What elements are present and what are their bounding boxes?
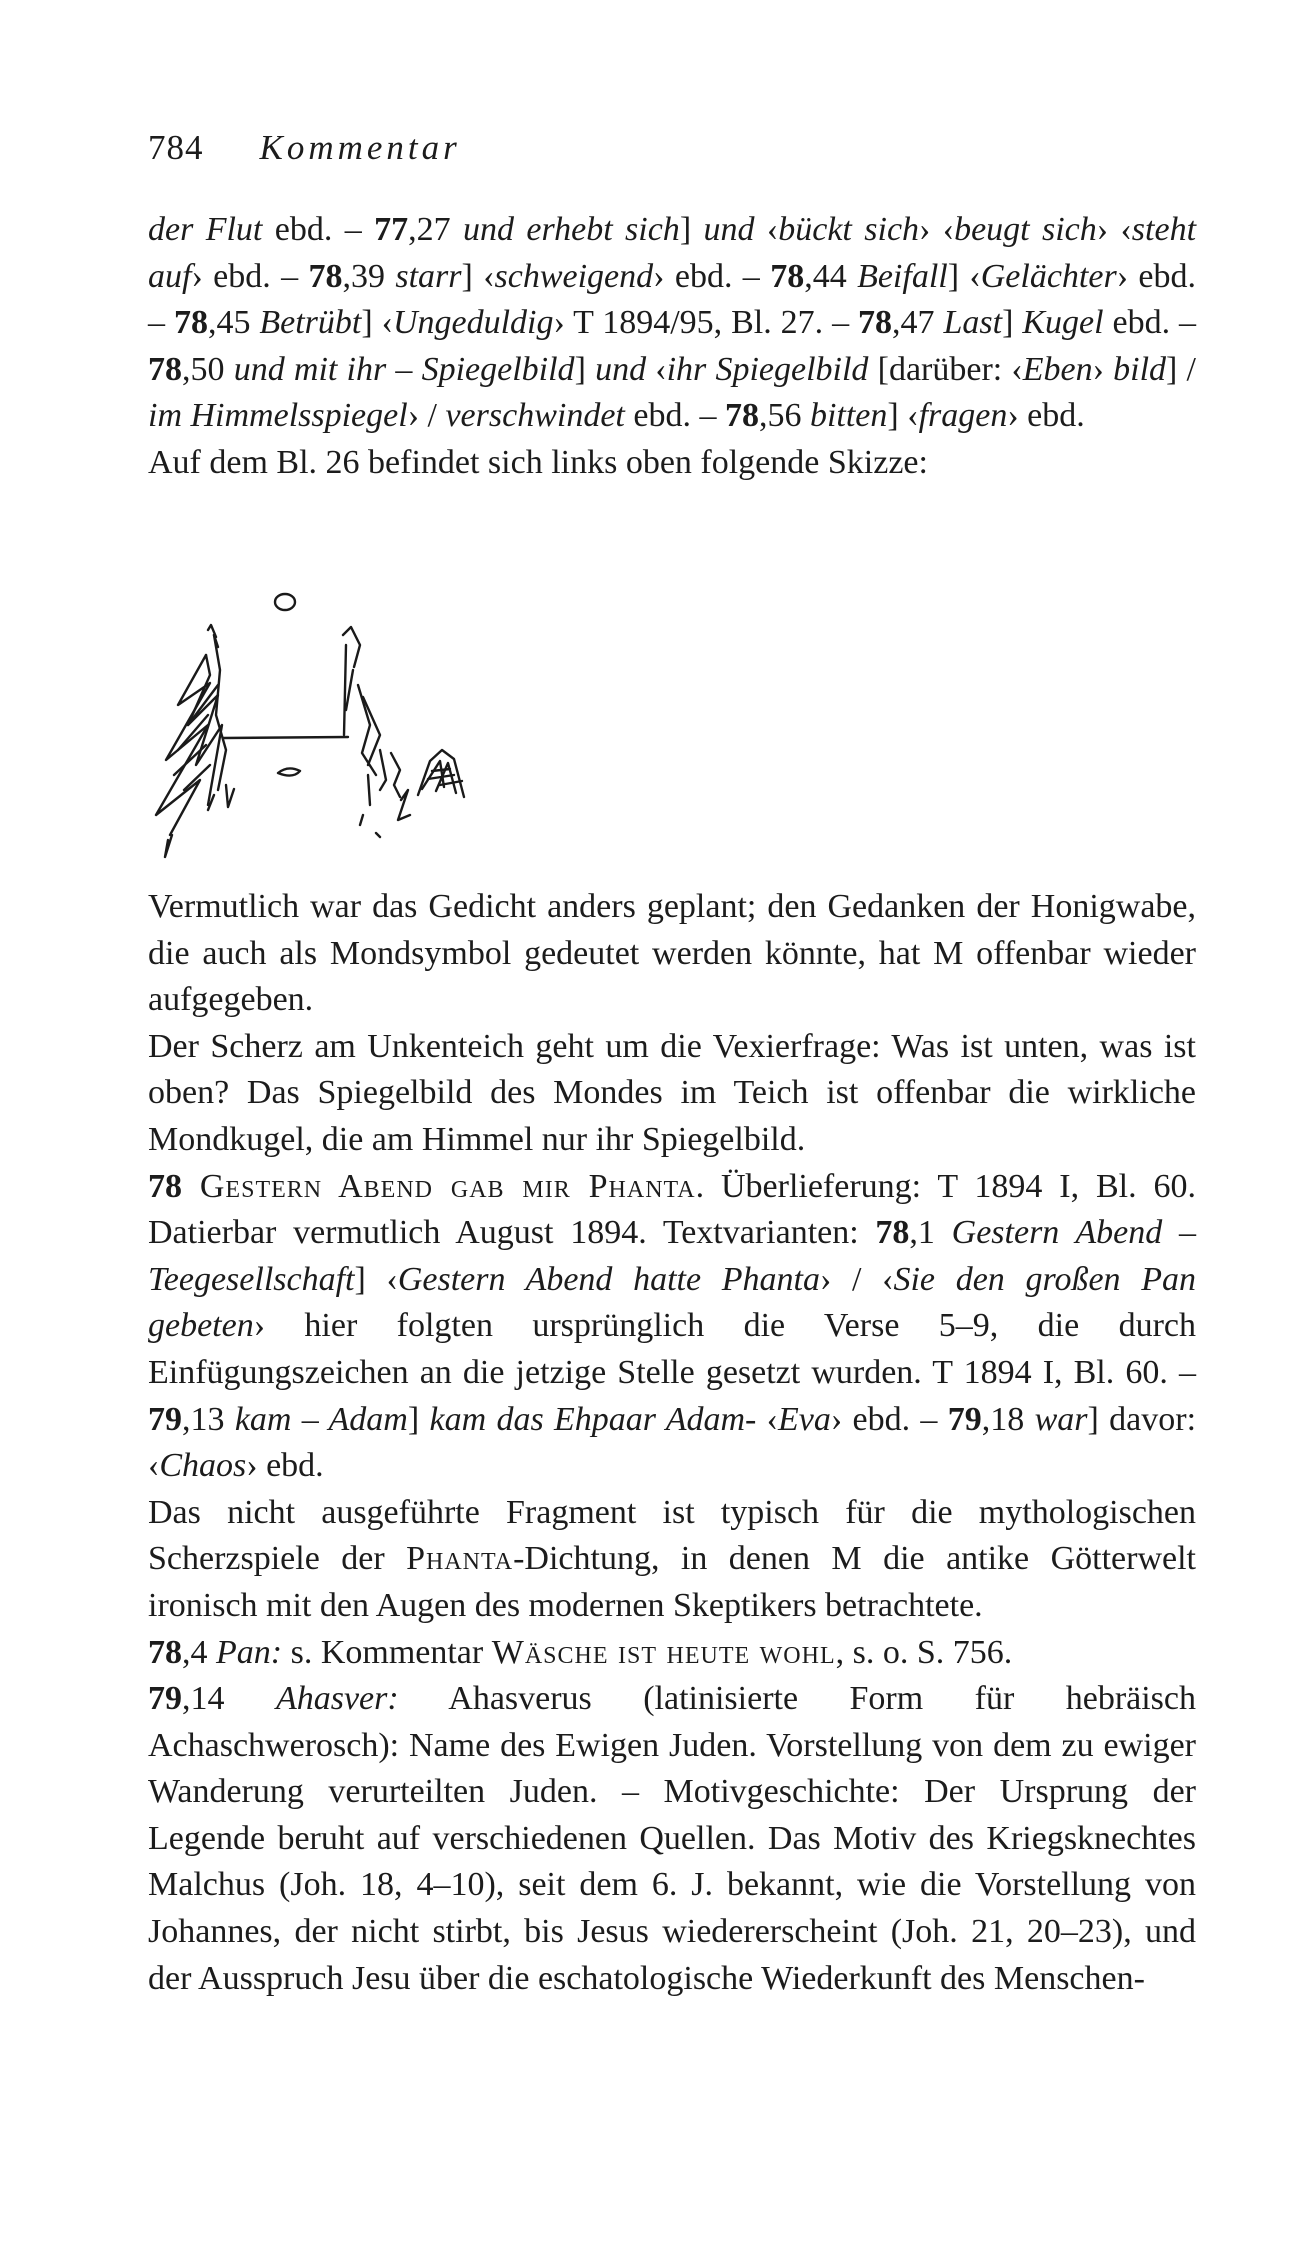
text-run: › /	[407, 397, 446, 435]
left-tree-drawing	[156, 625, 234, 857]
wiggle-strokes	[376, 753, 410, 837]
paragraph	[148, 1676, 1196, 2002]
text-run: › ‹	[1096, 211, 1132, 248]
text-run: › ebd. –	[653, 257, 771, 295]
horizon-line	[223, 737, 348, 738]
paragraph	[148, 884, 1196, 1024]
text-run: im Himmelsspiegel	[148, 397, 408, 435]
text-run: Wäsche ist heute wohl	[491, 1633, 836, 1671]
handdrawn-sketch	[148, 575, 508, 865]
page-number: 784	[148, 128, 204, 167]
paragraph	[148, 1024, 1196, 1164]
text-run: ,50	[182, 350, 234, 388]
text-run: 77	[374, 211, 409, 248]
running-title: Kommentar	[259, 128, 461, 167]
paragraph	[148, 1630, 1196, 1677]
text-run: ,45	[207, 304, 260, 342]
text-run: › hier folgten ursprünglich die Verse 5–9, die durch Einfügungszeichen an die jetzige Stelle gesetzt wurden. T 1894 I, Bl. 60. –	[148, 1307, 1196, 1391]
text-run: ‹	[756, 1400, 779, 1438]
text-run: Ahasverus (latinisierte Form für hebräisch Achaschwerosch): Name des Ewigen Juden. Vorstellung von dem zu ewiger Wanderung verurteilten Juden. – Motivgeschichte: Der Ursprung der Legende beruht auf verschiedenen Quellen. Das Motiv des Kriegsknechtes Malchus (Joh. 18, 4–10), seit dem 6. J. bekannt, wie die Vorstellung von Johannes, der nicht stirbt, bis Jesus wiedererscheint (Joh. 21, 20–23), und der Ausspruch Jesu über die eschatologische Wiederkunft des Menschen-	[148, 1680, 1196, 1997]
text-run: und erhebt sich	[463, 211, 680, 248]
text-run: bitten	[809, 397, 888, 435]
text-run: ebd. –	[624, 397, 725, 435]
text-run: 78	[770, 257, 805, 295]
text-run: ,44	[804, 257, 858, 295]
text-run: schweigend	[494, 257, 654, 295]
text-run: ,56	[758, 397, 810, 435]
text-run: [darüber: ‹	[868, 350, 1023, 388]
text-run: starr	[395, 257, 462, 295]
text-run: verschwindet	[445, 397, 625, 435]
commentary-block-bottom	[148, 884, 1196, 2002]
text-run: Der Scherz am Unkenteich geht um die Vexierfrage: Was ist unten, was ist oben? Das Spiegelbild des Mondes im Teich ist offenbar die wirkliche Mondkugel, die am Himmel nur ihr Spiegelbild.	[148, 1027, 1196, 1158]
text-run: Gestern Abend hatte Phanta	[397, 1260, 820, 1298]
text-run: ›	[1092, 350, 1114, 388]
text-run: und	[703, 211, 755, 248]
text-run: ,1	[909, 1214, 952, 1252]
text-run: beugt sich	[954, 211, 1097, 248]
text-run: ]	[1002, 304, 1023, 342]
text-run: und mit ihr – Spiegelbild	[233, 350, 575, 388]
text-run: Gestern Abend – Teegesellschaft	[148, 1214, 1197, 1298]
text-run: ] ‹	[361, 304, 393, 342]
pond-ellipse	[278, 768, 300, 775]
text-run: ,13	[182, 1400, 235, 1438]
text-run: ] ‹	[947, 257, 981, 295]
text-run: ] ‹	[354, 1260, 398, 1298]
text-run: Beifall	[857, 257, 948, 295]
text-run: Chaos	[159, 1447, 247, 1485]
text-run: kam – Adam	[234, 1400, 408, 1438]
text-run: 78	[173, 304, 208, 342]
text-run: 79	[148, 1680, 182, 1718]
text-run: 79	[947, 1400, 982, 1438]
text-run: Pan:	[216, 1633, 283, 1671]
text-run: 78	[148, 1633, 182, 1671]
paragraph	[148, 1164, 1196, 1490]
text-run: -Dichtung, in denen M die antike Götterwelt ironisch mit den Augen des modernen Skeptikers betrachtete.	[148, 1540, 1196, 1624]
text-run: 78	[148, 350, 182, 388]
text-run: war	[1034, 1400, 1088, 1438]
text-run: ,39	[342, 257, 396, 295]
text-run: › ebd.	[246, 1447, 324, 1485]
text-run: Gestern Abend gab mir Phanta	[182, 1167, 696, 1205]
text-run: 78	[308, 257, 343, 295]
text-run: bild	[1113, 350, 1167, 388]
text-run: , s. o. S. 756.	[835, 1633, 1013, 1671]
text-run: 78	[875, 1214, 910, 1252]
text-run: ,4	[182, 1633, 216, 1671]
text-run: und	[595, 350, 647, 388]
text-run: Auf dem Bl. 26 befindet sich links oben folgende Skizze:	[148, 443, 928, 481]
text-run: 78	[148, 1167, 182, 1205]
text-run: bückt sich	[778, 211, 920, 248]
text-run: ] ‹	[887, 397, 919, 435]
text-run: ] davor: ‹	[148, 1400, 1197, 1485]
commentary-block-top	[148, 207, 1196, 487]
text-run: ,18	[981, 1400, 1035, 1438]
text-run: › ebd. –	[830, 1400, 948, 1438]
text-run: ]	[574, 350, 596, 388]
text-run: ihr Spiegelbild	[666, 350, 869, 388]
text-run: Betrübt	[259, 304, 362, 342]
text-run: Last	[943, 304, 1003, 342]
paragraph	[148, 1490, 1196, 1630]
text-run: kam das Ehpaar Adam-	[429, 1400, 757, 1438]
text-run: › ebd. –	[148, 257, 1196, 342]
text-run: ,47	[892, 304, 944, 342]
text-run: Eva	[778, 1400, 831, 1438]
middle-tree-drawing	[343, 627, 386, 825]
text-run: › ebd.	[1007, 397, 1085, 435]
text-run: › ‹	[919, 211, 955, 248]
moon-circle	[275, 594, 295, 610]
text-run: ebd. –	[1103, 304, 1197, 342]
text-run: Ahasver:	[275, 1680, 399, 1718]
text-run: Phanta	[406, 1540, 514, 1578]
paragraph	[148, 207, 1196, 440]
text-run: fragen	[918, 397, 1008, 435]
text-run: › T 1894/95, Bl. 27. –	[553, 304, 859, 342]
text-run: Das nicht ausgeführte Fragment ist typisch für die mythologischen Scherzspiele der	[148, 1493, 1196, 1578]
text-run: ‹	[754, 211, 779, 248]
text-run: Sie den großen Pan gebeten	[148, 1260, 1196, 1345]
text-run: ,14	[182, 1680, 276, 1718]
text-run: ebd. –	[262, 211, 375, 248]
text-run: ‹	[646, 350, 667, 388]
text-run: Ungeduldig	[392, 304, 554, 342]
text-run: ,27	[408, 211, 464, 248]
text-run: s. Kommentar	[282, 1633, 492, 1671]
text-run: › ebd. –	[191, 257, 309, 295]
text-run: ] ‹	[461, 257, 495, 295]
text-run: › / ‹	[820, 1260, 894, 1298]
text-run: ]	[407, 1400, 430, 1438]
page-header	[148, 128, 461, 168]
right-bush-drawing	[418, 750, 464, 797]
text-run: der Flut	[148, 211, 263, 248]
paragraph	[148, 440, 1196, 487]
text-run: 79	[148, 1400, 182, 1438]
text-run: steht auf	[148, 211, 1197, 295]
text-run: 78	[724, 397, 759, 435]
text-run: 78	[858, 304, 893, 342]
text-run: ] /	[1166, 350, 1196, 388]
text-run: Vermutlich war das Gedicht anders geplant; den Gedanken der Honigwabe, die auch als Mondsymbol gedeutet werden könnte, hat M offenbar wieder aufgegeben.	[148, 888, 1196, 1019]
text-run: Gelächter	[980, 257, 1117, 295]
text-run: Eben	[1022, 350, 1093, 388]
text-run: . Überlieferung: T 1894 I, Bl. 60. Datierbar vermutlich August 1894. Textvarianten:	[148, 1167, 1196, 1252]
text-run: Kugel	[1022, 304, 1104, 342]
text-run: ]	[679, 211, 704, 248]
